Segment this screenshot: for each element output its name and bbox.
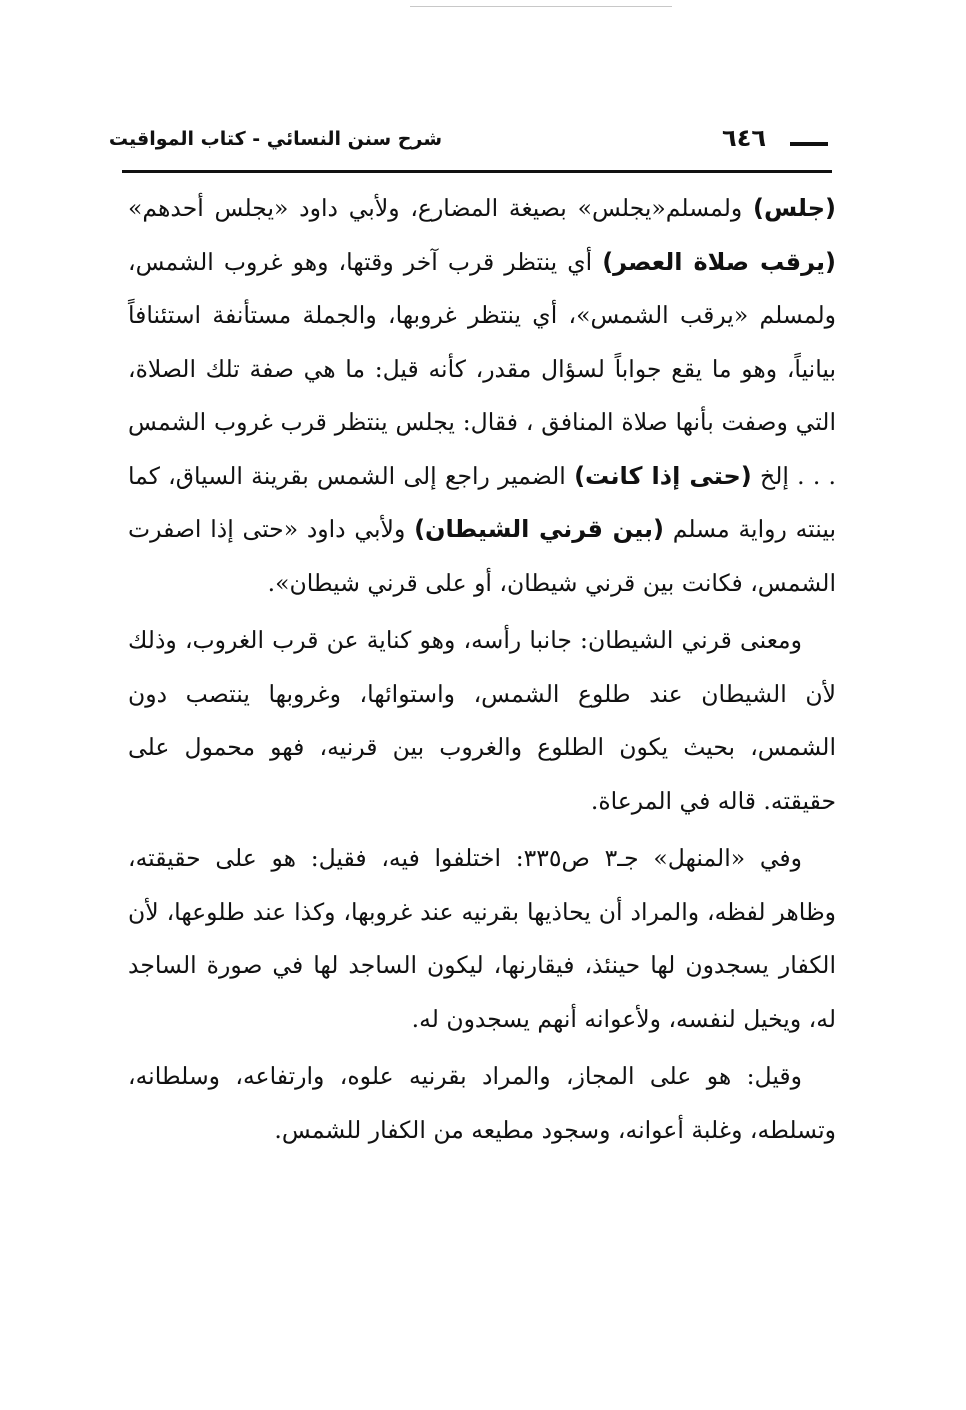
page-number: ٦٤٦	[722, 124, 766, 152]
commentary-text: الضمير راجع إلى الشمس بقرينة السياق، كما بينته رواية مسلم	[128, 461, 836, 543]
commentary-text: ولأبي داود «حتى إذا اصفرت الشمس، فكانت بين قرني شيطان، أو على قرني شيطان».	[128, 515, 836, 597]
quoted-term: (جلس)	[753, 194, 836, 222]
quoted-term: (بين قرني الشيطان)	[414, 515, 664, 543]
running-header	[108, 124, 832, 170]
commentary-text: أي ينتظر قرب آخر وقتها، وهو غروب الشمس، ولمسلم «يرقب الشمس»، أي ينتظر غروبها، والجملة مستأنفة استئنافاً بيانياً، وهو ما يقع جواباً لسؤال مقدر، كأنه قيل: ما هي صفة تلك الصلاة، التي وصفت بأنها صلاة المنافق ، فقال: يجلس ينتظر قرب غروب الشمس . . . إلخ	[128, 247, 837, 490]
quoted-term: (حتى إذا كانت)	[574, 461, 752, 490]
page-number-dash	[790, 142, 828, 146]
commentary-text: وفي «المنهل» جـ٣ ص٣٣٥: اختلفوا فيه، فقيل: هو على حقيقته، وظاهر لفظه، والمراد أن يحاذيها بقرنيه عند غروبها، وكذا عند طلوعها، لأن الكفار يسجدون لها حينئذ، فيقارنها، ليكون الساجد لها في صورة الساجد له، ويخيل لنفسه، ولأعوانه أنهم يسجدون له.	[128, 844, 836, 1033]
commentary-text: ومعنى قرني الشيطان: جانبا رأسه، وهو كناية عن قرب الغروب، وذلك لأن الشيطان عند طلوع الشمس، واستوائها، وغروبها ينتصب دون الشمس، بحيث يكون الطلوع والغروب بين قرنيه، فهو محمول على حقيقته. قاله في المرعاة.	[128, 626, 836, 815]
body-text	[128, 182, 836, 1157]
paragraph	[128, 832, 836, 1046]
commentary-text: وقيل: هو على المجاز، والمراد بقرنيه علوه، وارتفاعه، وسلطانه، وتسلطه، وغلبة أعوانه، وسجود مطيعه من الكفار للشمس.	[128, 1062, 836, 1144]
top-edge-rule	[410, 6, 672, 7]
paragraph	[128, 614, 836, 828]
quoted-term: (يرقب صلاة العصر)	[602, 247, 836, 276]
paragraph	[128, 1050, 836, 1157]
header-rule	[122, 170, 832, 173]
running-header-title: شرح سنن النسائي - كتاب المواقيت	[108, 128, 442, 150]
paragraph	[128, 182, 836, 610]
commentary-text: ولمسلم«يجلس» بصيغة المضارع، ولأبي داود «يجلس أحدهم»	[128, 194, 754, 222]
